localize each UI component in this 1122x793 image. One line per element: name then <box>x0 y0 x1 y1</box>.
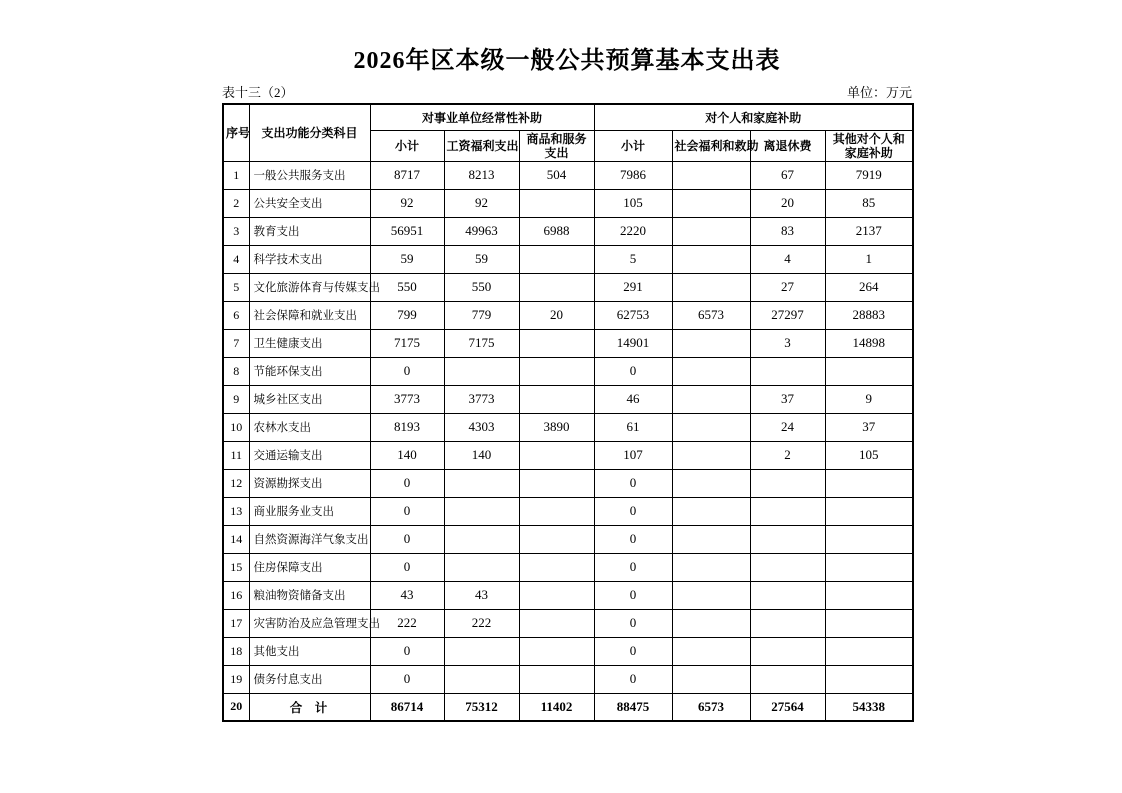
header-g2-social-welfare-relief: 社会福利和救助 <box>672 130 750 161</box>
row-value: 4303 <box>444 413 519 441</box>
table-row <box>223 693 913 721</box>
row-seq: 5 <box>223 273 249 301</box>
table-meta-row <box>222 85 912 101</box>
row-value: 0 <box>370 497 444 525</box>
row-value: 0 <box>370 665 444 693</box>
row-value: 11402 <box>519 693 594 721</box>
row-value <box>825 553 913 581</box>
row-value <box>519 581 594 609</box>
row-category: 交通运输支出 <box>249 441 370 469</box>
row-value: 550 <box>370 273 444 301</box>
header-g2-subtotal: 小计 <box>594 130 672 161</box>
row-value: 0 <box>594 497 672 525</box>
row-category: 社会保障和就业支出 <box>249 301 370 329</box>
row-value: 37 <box>750 385 825 413</box>
row-value: 222 <box>370 609 444 637</box>
row-value <box>672 357 750 385</box>
row-category: 一般公共服务支出 <box>249 161 370 189</box>
row-value: 24 <box>750 413 825 441</box>
row-category: 商业服务业支出 <box>249 497 370 525</box>
row-value <box>672 525 750 553</box>
table-row <box>223 329 913 357</box>
table-row <box>223 497 913 525</box>
row-value: 2220 <box>594 217 672 245</box>
row-value: 0 <box>594 637 672 665</box>
row-seq: 6 <box>223 301 249 329</box>
row-seq: 2 <box>223 189 249 217</box>
header-seq: 序号 <box>223 104 249 161</box>
row-seq: 20 <box>223 693 249 721</box>
row-value: 8193 <box>370 413 444 441</box>
row-value: 86714 <box>370 693 444 721</box>
row-value <box>519 665 594 693</box>
row-value: 222 <box>444 609 519 637</box>
row-value <box>825 357 913 385</box>
row-value: 5 <box>594 245 672 273</box>
row-value: 6573 <box>672 301 750 329</box>
row-category: 住房保障支出 <box>249 553 370 581</box>
row-value <box>750 581 825 609</box>
row-value <box>672 665 750 693</box>
row-value: 0 <box>594 581 672 609</box>
row-value <box>672 245 750 273</box>
row-seq: 8 <box>223 357 249 385</box>
row-value: 3773 <box>370 385 444 413</box>
row-value: 291 <box>594 273 672 301</box>
row-value <box>444 525 519 553</box>
row-value <box>672 161 750 189</box>
table-row <box>223 161 913 189</box>
row-value: 504 <box>519 161 594 189</box>
row-value <box>519 637 594 665</box>
page-title: 2026年区本级一般公共预算基本支出表 <box>353 48 781 74</box>
row-category: 卫生健康支出 <box>249 329 370 357</box>
row-value <box>825 497 913 525</box>
row-value: 2137 <box>825 217 913 245</box>
row-value: 0 <box>594 469 672 497</box>
row-value <box>519 357 594 385</box>
row-value <box>672 469 750 497</box>
row-value <box>672 189 750 217</box>
table-row <box>223 217 913 245</box>
row-value: 37 <box>825 413 913 441</box>
table-row <box>223 581 913 609</box>
row-value: 3 <box>750 329 825 357</box>
row-value <box>750 665 825 693</box>
header-category: 支出功能分类科目 <box>249 104 370 161</box>
row-category: 其他支出 <box>249 637 370 665</box>
row-value: 550 <box>444 273 519 301</box>
header-g1-subtotal: 小计 <box>370 130 444 161</box>
row-value: 59 <box>444 245 519 273</box>
row-value <box>519 497 594 525</box>
row-value: 56951 <box>370 217 444 245</box>
row-value <box>519 273 594 301</box>
row-value <box>444 637 519 665</box>
row-seq: 4 <box>223 245 249 273</box>
header-group-row <box>223 104 913 130</box>
row-value: 8213 <box>444 161 519 189</box>
row-seq: 18 <box>223 637 249 665</box>
row-value: 49963 <box>444 217 519 245</box>
row-seq: 9 <box>223 385 249 413</box>
row-category: 资源勘探支出 <box>249 469 370 497</box>
row-value <box>825 469 913 497</box>
row-value: 107 <box>594 441 672 469</box>
row-value: 4 <box>750 245 825 273</box>
row-seq: 13 <box>223 497 249 525</box>
row-seq: 15 <box>223 553 249 581</box>
row-value <box>672 217 750 245</box>
row-category: 科学技术支出 <box>249 245 370 273</box>
row-value: 43 <box>370 581 444 609</box>
row-value: 92 <box>444 189 519 217</box>
row-value <box>672 385 750 413</box>
table-number-label: 表十三（2） <box>222 85 294 100</box>
row-value <box>519 441 594 469</box>
row-value: 20 <box>750 189 825 217</box>
row-value <box>672 609 750 637</box>
table-row <box>223 189 913 217</box>
row-value <box>519 609 594 637</box>
row-value: 0 <box>370 525 444 553</box>
document-body <box>222 0 912 722</box>
row-value: 7986 <box>594 161 672 189</box>
row-value: 779 <box>444 301 519 329</box>
row-value: 28883 <box>825 301 913 329</box>
row-value: 8717 <box>370 161 444 189</box>
row-value: 62753 <box>594 301 672 329</box>
row-seq: 12 <box>223 469 249 497</box>
row-category: 文化旅游体育与传媒支出 <box>249 273 370 301</box>
row-value: 799 <box>370 301 444 329</box>
row-seq: 17 <box>223 609 249 637</box>
row-value: 92 <box>370 189 444 217</box>
table-row <box>223 665 913 693</box>
row-value: 14901 <box>594 329 672 357</box>
row-value: 0 <box>370 357 444 385</box>
row-seq: 19 <box>223 665 249 693</box>
row-category: 自然资源海洋气象支出 <box>249 525 370 553</box>
row-value <box>672 637 750 665</box>
row-value <box>519 553 594 581</box>
row-value <box>519 189 594 217</box>
row-category: 合 计 <box>249 693 370 721</box>
row-value: 1 <box>825 245 913 273</box>
row-value: 0 <box>594 553 672 581</box>
row-value <box>750 525 825 553</box>
row-seq: 10 <box>223 413 249 441</box>
row-value <box>750 609 825 637</box>
row-seq: 11 <box>223 441 249 469</box>
row-value: 7175 <box>444 329 519 357</box>
row-value <box>444 497 519 525</box>
row-value: 0 <box>594 609 672 637</box>
row-value: 0 <box>594 525 672 553</box>
row-value: 6573 <box>672 693 750 721</box>
row-value: 7919 <box>825 161 913 189</box>
header-g2-retirement: 离退休费 <box>750 130 825 161</box>
row-value <box>519 385 594 413</box>
row-value <box>750 497 825 525</box>
row-value <box>519 525 594 553</box>
row-category: 公共安全支出 <box>249 189 370 217</box>
row-value <box>672 413 750 441</box>
table-row <box>223 553 913 581</box>
row-value <box>750 553 825 581</box>
row-value <box>672 329 750 357</box>
table-row <box>223 301 913 329</box>
row-value <box>672 497 750 525</box>
row-category: 粮油物资储备支出 <box>249 581 370 609</box>
row-seq: 16 <box>223 581 249 609</box>
row-seq: 14 <box>223 525 249 553</box>
table-row <box>223 441 913 469</box>
row-value: 20 <box>519 301 594 329</box>
row-value: 67 <box>750 161 825 189</box>
row-value <box>672 581 750 609</box>
row-value <box>825 609 913 637</box>
row-value <box>825 637 913 665</box>
row-value: 75312 <box>444 693 519 721</box>
row-value: 27 <box>750 273 825 301</box>
row-category: 农林水支出 <box>249 413 370 441</box>
row-value <box>444 553 519 581</box>
row-value <box>825 581 913 609</box>
budget-table <box>222 103 914 722</box>
row-value: 85 <box>825 189 913 217</box>
row-value: 0 <box>370 637 444 665</box>
row-seq: 3 <box>223 217 249 245</box>
row-value <box>519 329 594 357</box>
row-value: 2 <box>750 441 825 469</box>
header-g2-other: 其他对个人和家庭补助 <box>825 130 913 161</box>
row-value <box>444 469 519 497</box>
row-value: 6988 <box>519 217 594 245</box>
row-value <box>519 469 594 497</box>
row-value: 140 <box>444 441 519 469</box>
table-row <box>223 469 913 497</box>
header-g1-wage-welfare: 工资福利支出 <box>444 130 519 161</box>
row-value: 264 <box>825 273 913 301</box>
row-value <box>444 665 519 693</box>
row-value: 88475 <box>594 693 672 721</box>
row-seq: 1 <box>223 161 249 189</box>
row-value <box>750 637 825 665</box>
table-row <box>223 385 913 413</box>
unit-label: 单位：万元 <box>846 85 912 100</box>
row-category: 教育支出 <box>249 217 370 245</box>
table-row <box>223 413 913 441</box>
row-value <box>444 357 519 385</box>
row-value <box>825 525 913 553</box>
row-value: 140 <box>370 441 444 469</box>
row-value: 43 <box>444 581 519 609</box>
row-value: 0 <box>370 553 444 581</box>
row-category: 债务付息支出 <box>249 665 370 693</box>
table-row <box>223 273 913 301</box>
row-value: 27297 <box>750 301 825 329</box>
row-value: 59 <box>370 245 444 273</box>
table-row <box>223 245 913 273</box>
row-value <box>750 469 825 497</box>
header-group-individual-family-subsidy: 对个人和家庭补助 <box>594 104 913 130</box>
row-value: 0 <box>594 357 672 385</box>
table-row <box>223 357 913 385</box>
header-g1-goods-services: 商品和服务支出 <box>519 130 594 161</box>
row-value: 7175 <box>370 329 444 357</box>
row-value: 9 <box>825 385 913 413</box>
row-value: 54338 <box>825 693 913 721</box>
row-value <box>672 441 750 469</box>
row-value: 46 <box>594 385 672 413</box>
row-value <box>519 245 594 273</box>
row-value: 3890 <box>519 413 594 441</box>
row-category: 城乡社区支出 <box>249 385 370 413</box>
row-category: 节能环保支出 <box>249 357 370 385</box>
row-value <box>825 665 913 693</box>
row-value: 83 <box>750 217 825 245</box>
table-row <box>223 609 913 637</box>
row-value: 27564 <box>750 693 825 721</box>
row-value: 14898 <box>825 329 913 357</box>
row-value <box>672 553 750 581</box>
row-value: 0 <box>594 665 672 693</box>
table-body <box>223 161 913 721</box>
table-row <box>223 637 913 665</box>
table-row <box>223 525 913 553</box>
row-value <box>750 357 825 385</box>
row-category: 灾害防治及应急管理支出 <box>249 609 370 637</box>
row-value <box>672 273 750 301</box>
row-value: 105 <box>825 441 913 469</box>
row-seq: 7 <box>223 329 249 357</box>
row-value: 105 <box>594 189 672 217</box>
row-value: 0 <box>370 469 444 497</box>
header-group-institution-subsidy: 对事业单位经常性补助 <box>370 104 594 130</box>
row-value: 61 <box>594 413 672 441</box>
row-value: 3773 <box>444 385 519 413</box>
